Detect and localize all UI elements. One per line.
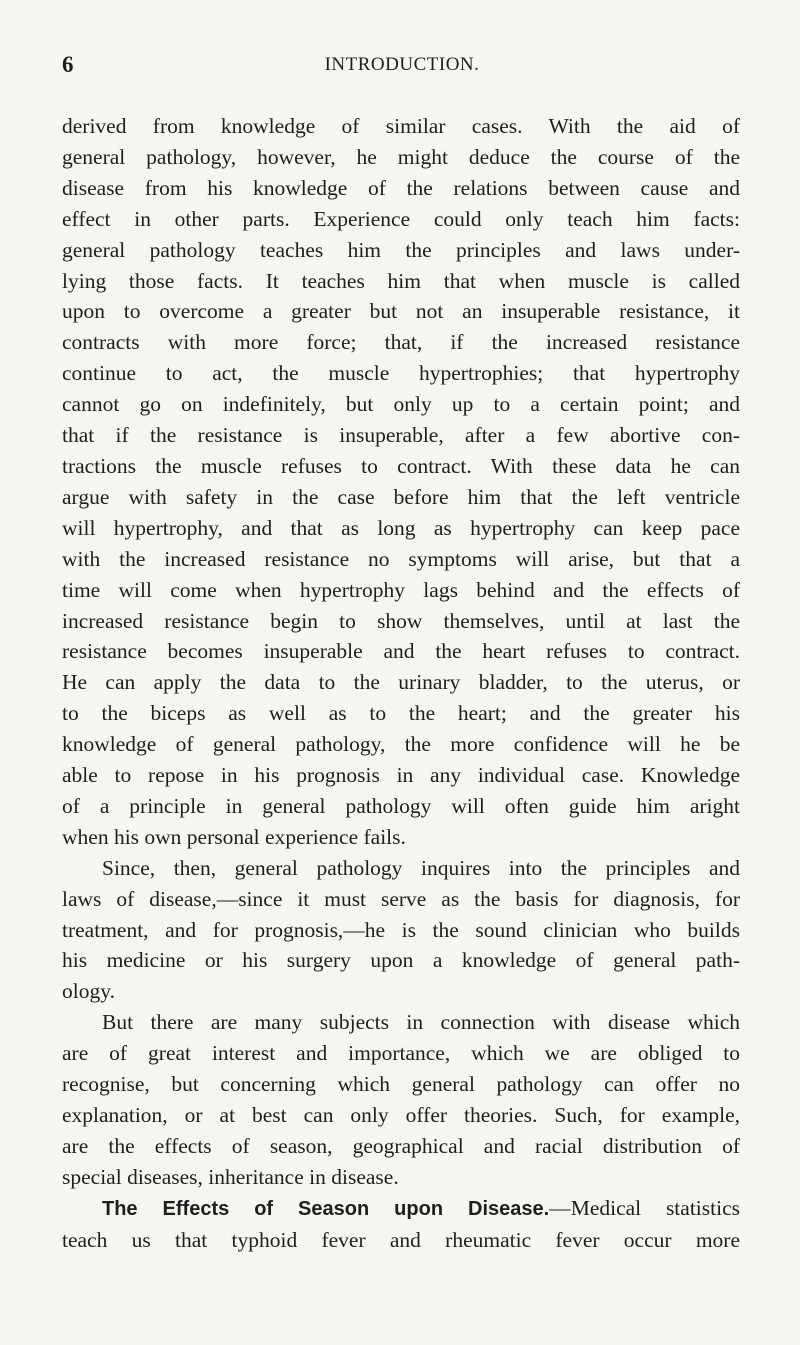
text-line: lying those facts. It teaches him that when muscle is called: [62, 268, 740, 293]
section-paragraph: [62, 1193, 740, 1256]
section-heading: The Effects of Season upon Disease.: [102, 1197, 550, 1220]
text-line: will hypertrophy, and that as long as hypertrophy can keep pace: [62, 515, 740, 540]
text-line: effect in other parts. Experience could only teach him facts:: [62, 206, 740, 231]
text-line: derived from knowledge of similar cases. With the aid of: [62, 114, 740, 138]
text-line: of a principle in general pathology will often guide him aright: [62, 793, 740, 818]
text-line: special diseases, inheritance in disease.: [62, 1164, 399, 1189]
text-line: disease from his knowledge of the relations between cause and: [62, 175, 740, 200]
text-line: tractions the muscle refuses to contract. With these data he can: [62, 453, 740, 478]
text-line: increased resistance begin to show themselves, until at last the: [62, 608, 740, 633]
text-line: upon to overcome a greater but not an insuperable resistance, it: [62, 299, 740, 324]
text-line: when his own personal experience fails.: [62, 824, 406, 849]
text-line: teach us that typhoid fever and rheumatic fever occur more: [62, 1227, 740, 1252]
text-line: his medicine or his surgery upon a knowledge of general path-: [62, 948, 740, 973]
text-line: are of great interest and importance, which we are obliged to: [62, 1041, 740, 1066]
text-line: able to repose in his prognosis in any individual case. Knowledge: [62, 763, 740, 788]
text-line: that if the resistance is insuperable, after a few abortive con-: [62, 423, 740, 448]
text-line: But there are many subjects in connection with disease which: [102, 1010, 740, 1035]
paragraph-3: [62, 1007, 740, 1192]
text-line: cannot go on indefinitely, but only up to a certain point; and: [62, 392, 740, 417]
running-head: [62, 52, 742, 82]
text-line: general pathology teaches him the principles and laws under-: [62, 237, 740, 262]
text-line: general pathology, however, he might deduce the course of the: [62, 144, 740, 169]
text-line: knowledge of general pathology, the more confidence will he be: [62, 732, 740, 757]
text-line: continue to act, the muscle hypertrophies; that hypertrophy: [62, 361, 740, 386]
running-title: INTRODUCTION.: [324, 54, 480, 75]
text-line: argue with safety in the case before him that the left ventricle: [62, 484, 740, 509]
section-first-line: [62, 1193, 740, 1225]
text-line: contracts with more force; that, if the increased resistance: [62, 330, 740, 355]
text-line: ology.: [62, 979, 115, 1004]
text-line: time will come when hypertrophy lags behind and the effects of: [62, 577, 740, 602]
text-line: He can apply the data to the urinary bladder, to the uterus, or: [62, 670, 740, 695]
section-lead-in: —Medical statistics: [549, 1195, 740, 1220]
page-number: 6: [62, 52, 74, 77]
text-line: explanation, or at best can only offer theories. Such, for example,: [62, 1103, 740, 1127]
text-line: Since, then, general pathology inquires into the principles and: [102, 855, 740, 880]
text-line: treatment, and for prognosis,—he is the sound clinician who builds: [62, 917, 740, 942]
text-line: with the increased resistance no symptoms will arise, but that a: [62, 546, 740, 571]
text-line: to the biceps as well as to the heart; and the greater his: [62, 701, 740, 726]
text-line: resistance becomes insuperable and the heart refuses to contract.: [62, 639, 740, 664]
paragraph-1: [62, 111, 740, 853]
body-text: [62, 111, 740, 1256]
text-line: are the effects of season, geographical and racial distribution of: [62, 1133, 740, 1158]
text-line: laws of disease,—since it must serve as the basis for diagnosis, for: [62, 886, 740, 911]
paragraph-2: [62, 853, 740, 1008]
text-line: recognise, but concerning which general pathology can offer no: [62, 1072, 740, 1097]
